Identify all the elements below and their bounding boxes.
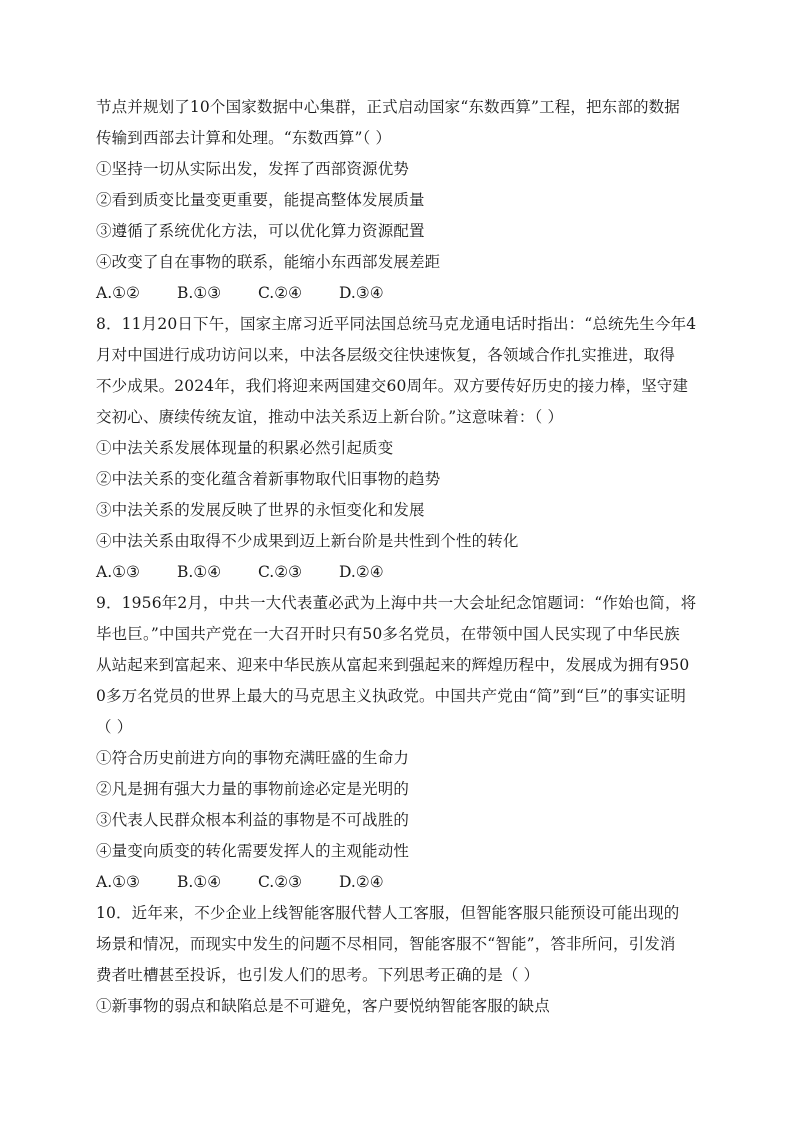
statement-2: ②看到质变比量变更重要，能提高整体发展质量 (96, 191, 425, 209)
option-c: C.②③ (258, 563, 303, 581)
question-8 (96, 309, 698, 588)
exam-page (96, 92, 698, 1022)
option-d: D.②④ (339, 563, 384, 581)
question-9 (96, 588, 698, 898)
statement-1: ①坚持一切从实际出发，发挥了西部资源优势 (96, 160, 410, 178)
option-d: D.②④ (339, 873, 384, 891)
question-10 (96, 898, 698, 1022)
question-7 (96, 92, 698, 309)
question-stem-line: 从站起来到富起来、迎来中华民族从富起来到强起来的辉煌历程中，发展成为拥有950 (96, 656, 690, 674)
question-stem-line: 场景和情况，而现实中发生的问题不尽相同，智能客服不“智能”，答非所问，引发消 (96, 935, 676, 953)
question-stem-line: 9．1956年2月，中共一大代表董必武为上海中共一大会址纪念馆题词：“作始也简，将 (96, 594, 697, 612)
answer-options (96, 867, 698, 898)
question-stem-line: 不少成果。2024年，我们将迎来两国建交60周年。双方要传好历史的接力棒，坚守建 (96, 377, 689, 395)
option-b: B.①③ (177, 284, 222, 302)
question-stem-line: 交初心、赓续传统友谊，推动中法关系迈上新台阶。”这意味着：（ ） (96, 408, 564, 426)
statement-4: ④量变向质变的转化需要发挥人的主观能动性 (96, 842, 410, 860)
question-stem-line: （ ） (96, 718, 133, 736)
statement-4: ④中法关系由取得不少成果到迈上新台阶是共性到个性的转化 (96, 532, 519, 550)
statement-1: ①新事物的弱点和缺陷总是不可避免，客户要悦纳智能客服的缺点 (96, 997, 550, 1015)
statement-4: ④改变了自在事物的联系，能缩小东西部发展差距 (96, 253, 441, 271)
statement-1: ①符合历史前进方向的事物充满旺盛的生命力 (96, 749, 410, 767)
option-a: A.①③ (96, 563, 140, 581)
question-stem-line: 0多万名党员的世界上最大的马克思主义执政党。中国共产党由“简”到“巨”的事实证明 (96, 687, 687, 705)
option-b: B.①④ (177, 563, 222, 581)
statement-3: ③中法关系的发展反映了世界的永恒变化和发展 (96, 501, 425, 519)
question-stem-line: 毕也巨。”中国共产党在一大召开时只有50多名党员，在带领中国人民实现了中华民族 (96, 625, 680, 643)
option-c: C.②③ (258, 873, 303, 891)
statement-2: ②中法关系的变化蕴含着新事物取代旧事物的趋势 (96, 470, 441, 488)
option-d: D.③④ (339, 284, 384, 302)
question-stem-line: 月对中国进行成功访问以来，中法各层级交往快速恢复，各领域合作扎实推进，取得 (96, 346, 676, 364)
statement-2: ②凡是拥有强大力量的事物前途必定是光明的 (96, 780, 410, 798)
question-stem-line: 传输到西部去计算和处理。“东数西算”（ ） (96, 129, 392, 147)
statement-1: ①中法关系发展体现量的积累必然引起质变 (96, 439, 394, 457)
option-b: B.①④ (177, 873, 222, 891)
statement-3: ③遵循了系统优化方法，可以优化算力资源配置 (96, 222, 425, 240)
question-stem-line: 费者吐槽甚至投诉，也引发人们的思考。下列思考正确的是（ ） (96, 966, 540, 984)
statement-3: ③代表人民群众根本利益的事物是不可战胜的 (96, 811, 410, 829)
question-stem-line: 8．11月20日下午，国家主席习近平同法国总统马克龙通电话时指出：“总统先生今年4 (96, 315, 697, 333)
answer-options (96, 278, 698, 309)
question-stem-line: 10．近年来，不少企业上线智能客服代替人工客服，但智能客服只能预设可能出现的 (96, 904, 680, 922)
question-stem-line: 节点并规划了10个国家数据中心集群，正式启动国家“东数西算”工程，把东部的数据 (96, 98, 680, 116)
answer-options (96, 557, 698, 588)
option-c: C.②④ (258, 284, 303, 302)
option-a: A.①③ (96, 873, 140, 891)
option-a: A.①② (96, 284, 140, 302)
